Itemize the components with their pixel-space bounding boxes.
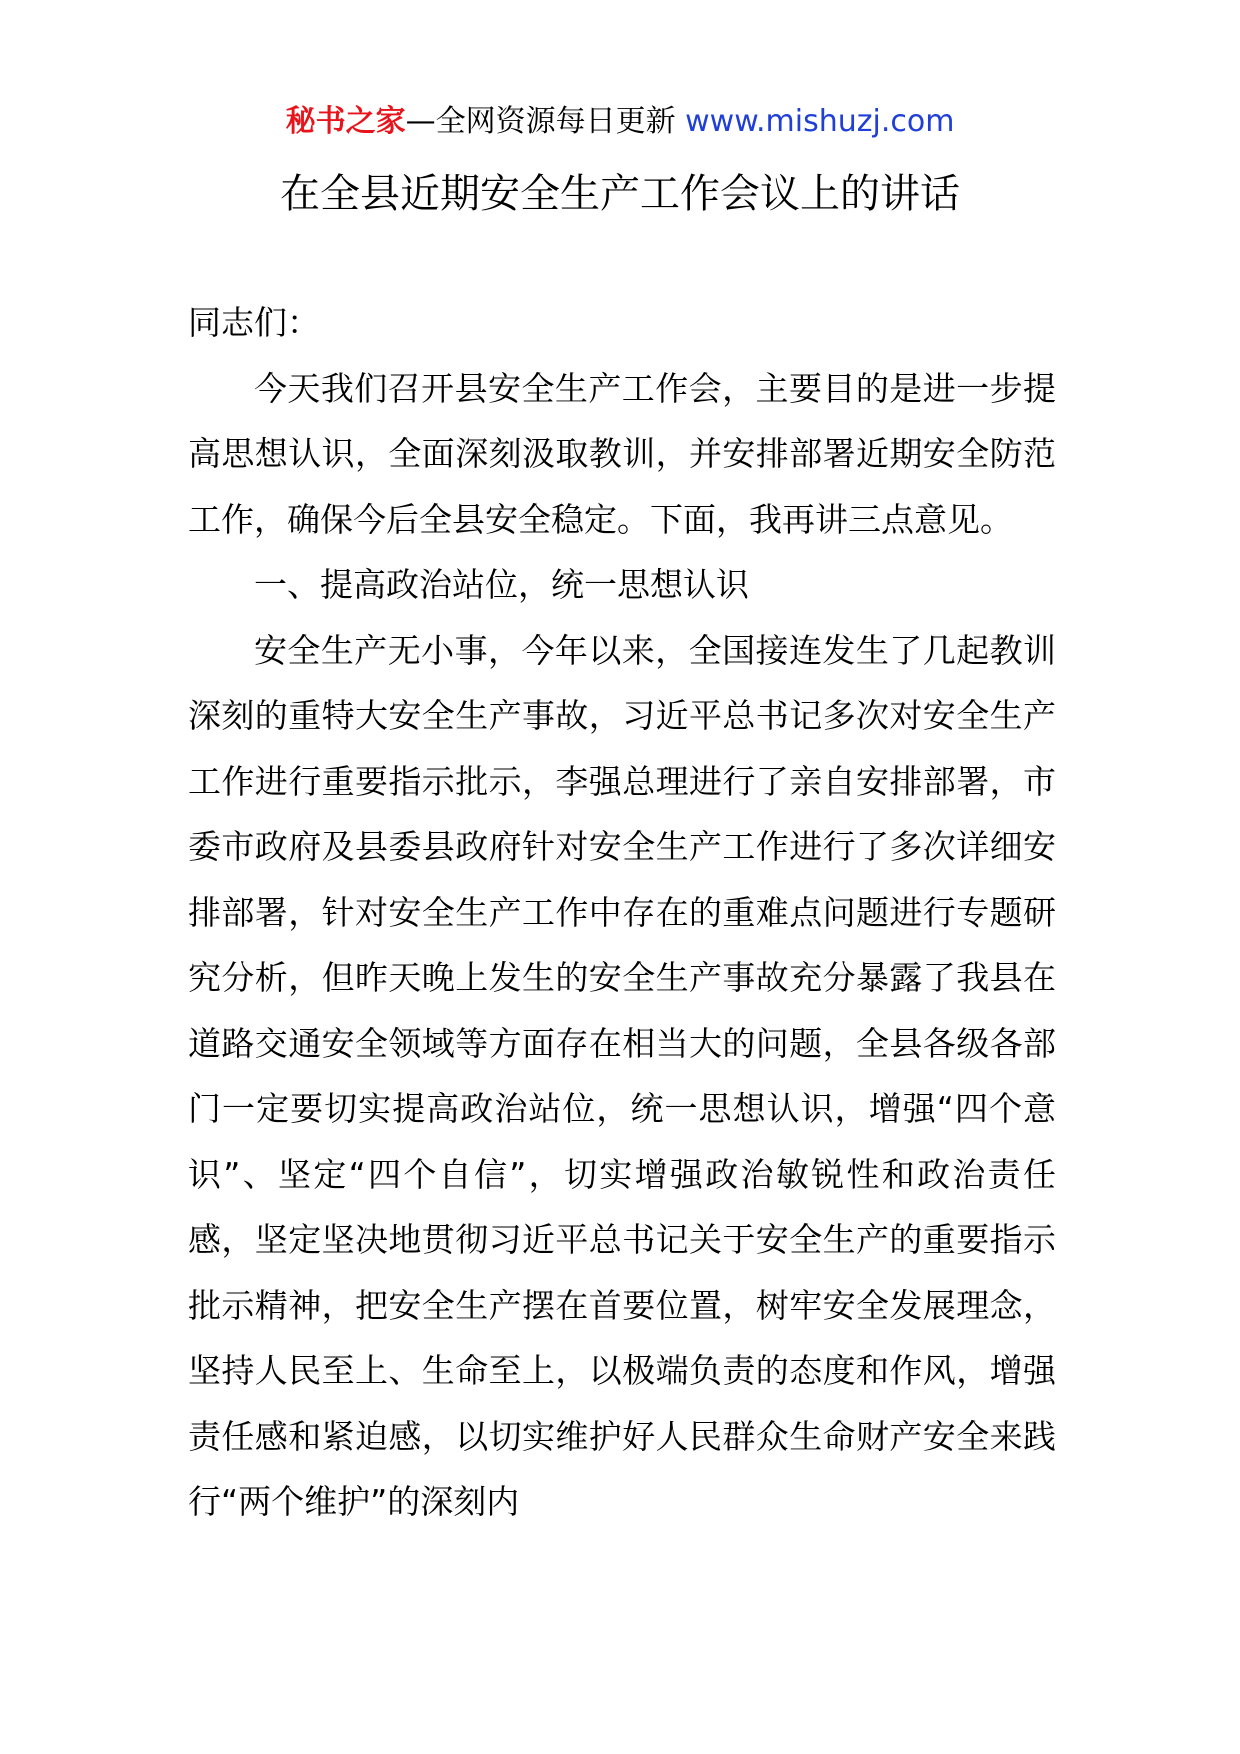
salutation: 同志们： [188, 303, 320, 342]
site-tagline: —全网资源每日更新 [405, 104, 676, 139]
intro-paragraph: 今天我们召开县安全生产工作会，主要目的是进一步提高思想认识，全面深刻汲取教训，并安排部署近期安全防范工作，确保今后全县安全稳定。下面，我再讲三点意见。 [188, 368, 1056, 539]
section-paragraph: 安全生产无小事，今年以来，全国接连发生了几起教训深刻的重特大安全生产事故，习近平总书记多次对安全生产工作进行重要指示批示，李强总理进行了亲自安排部署，市委市政府及县委县政府针对安全生产工作进行了多次详细安排部署，针对安全生产工作中存在的重难点问题进行专题研究分析，但昨天晚上发生的安全生产事故充分暴露了我县在道路交通安全领域等方面存在相当大的问题，全县各级各部门一定要切实提高政治站位，统一思想认识，增强“四个意识”、坚定“四个自信”，切实增强政治敏锐性和政治责任感，坚定坚决地贯彻习近平总书记关于安全生产的重要指示批示精神，把安全生产摆在首要位置，树牢安全发展理念，坚持人民至上、生命至上，以极端负责的态度和作风，增强责任感和紧迫感，以切实维护好人民群众生命财产安全来践行“两个维护”的深刻内 [188, 630, 1056, 1521]
section-heading: 一、提高政治站位，统一思想认识 [254, 565, 749, 604]
document-body [188, 290, 1056, 1535]
site-url-link[interactable]: www.mishuzj.com [685, 104, 955, 139]
site-header [0, 100, 1240, 144]
site-brand: 秘书之家 [285, 104, 406, 139]
document-title: 在全县近期安全生产工作会议上的讲话 [280, 171, 960, 217]
